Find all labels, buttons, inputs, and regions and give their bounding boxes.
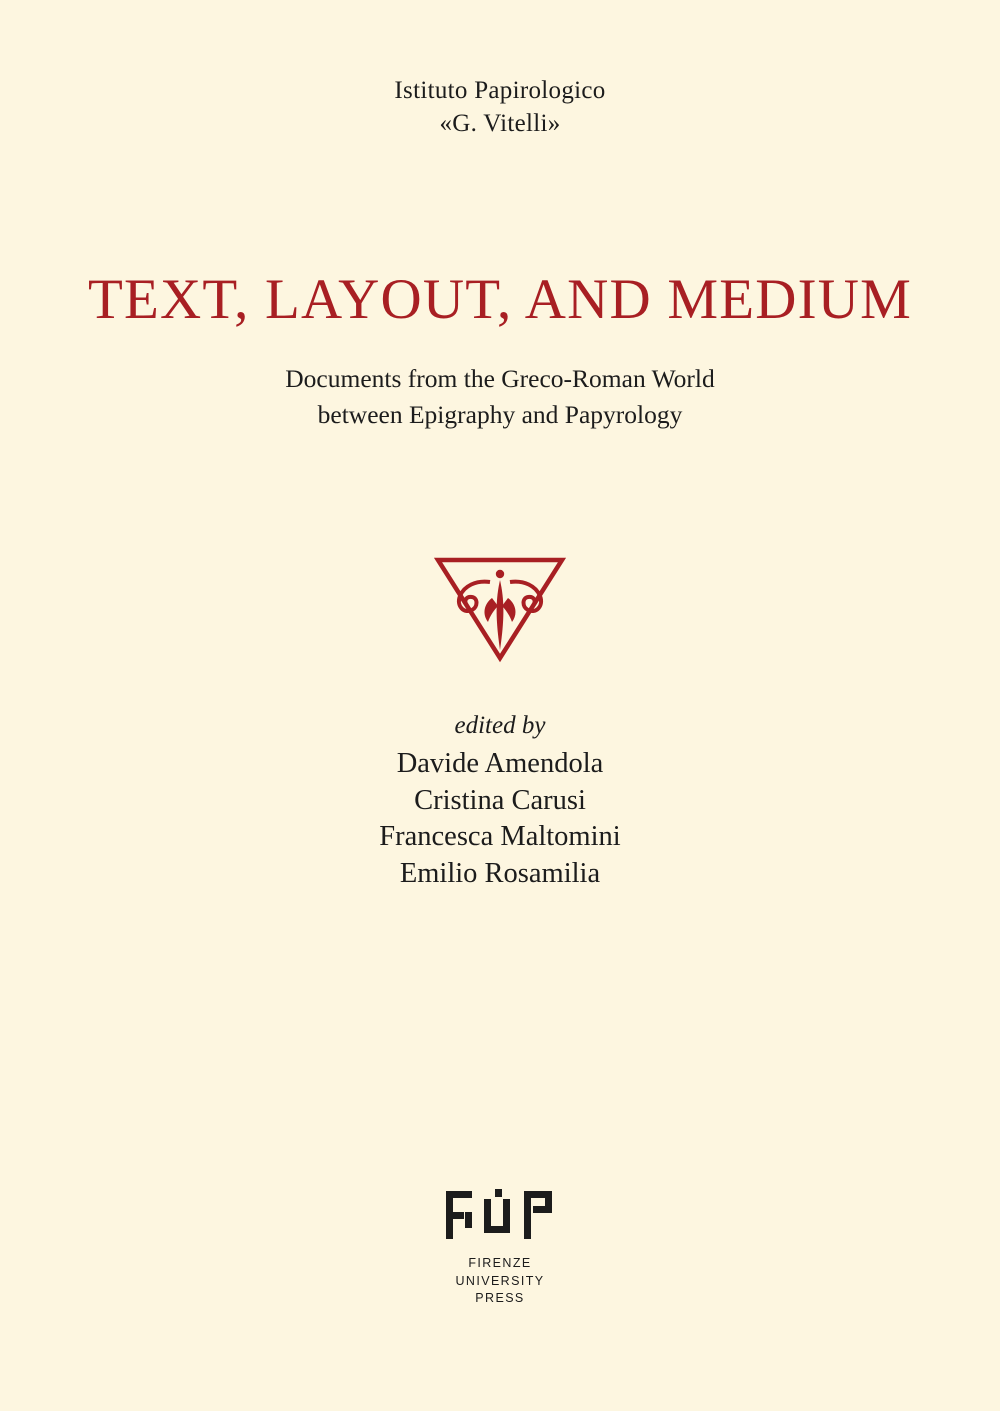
editor-name: Emilio Rosamilia [399, 858, 601, 890]
publisher-name [455, 1255, 544, 1307]
publisher-name-line-2: UNIVERSITY [455, 1273, 545, 1288]
institute-line-1: Istituto Papirologico [394, 77, 606, 104]
institute-line-2: «G. Vitelli» [439, 110, 561, 137]
publisher-block [0, 1187, 1000, 1307]
subtitle-line-1: Documents from the Greco-Roman World [285, 364, 715, 393]
publisher-name-line-1: FIRENZE [468, 1256, 532, 1271]
editors-block [379, 712, 620, 893]
fup-monogram-logo [440, 1187, 560, 1245]
editor-name: Davide Amendola [396, 747, 604, 779]
institute-block [394, 74, 605, 140]
editor-name: Cristina Carusi [414, 784, 586, 816]
subtitle-line-2: between Epigraphy and Papyrology [317, 400, 683, 430]
publisher-name-line-3: PRESS [475, 1290, 525, 1305]
page-title: TEXT, LAYOUT, AND MEDIUM [87, 268, 913, 331]
inverted-triangle-vine-ornament [420, 546, 580, 666]
edited-by-label: edited by [454, 711, 546, 739]
subtitle-block [285, 361, 714, 434]
editor-name: Francesca Maltomini [379, 821, 621, 853]
